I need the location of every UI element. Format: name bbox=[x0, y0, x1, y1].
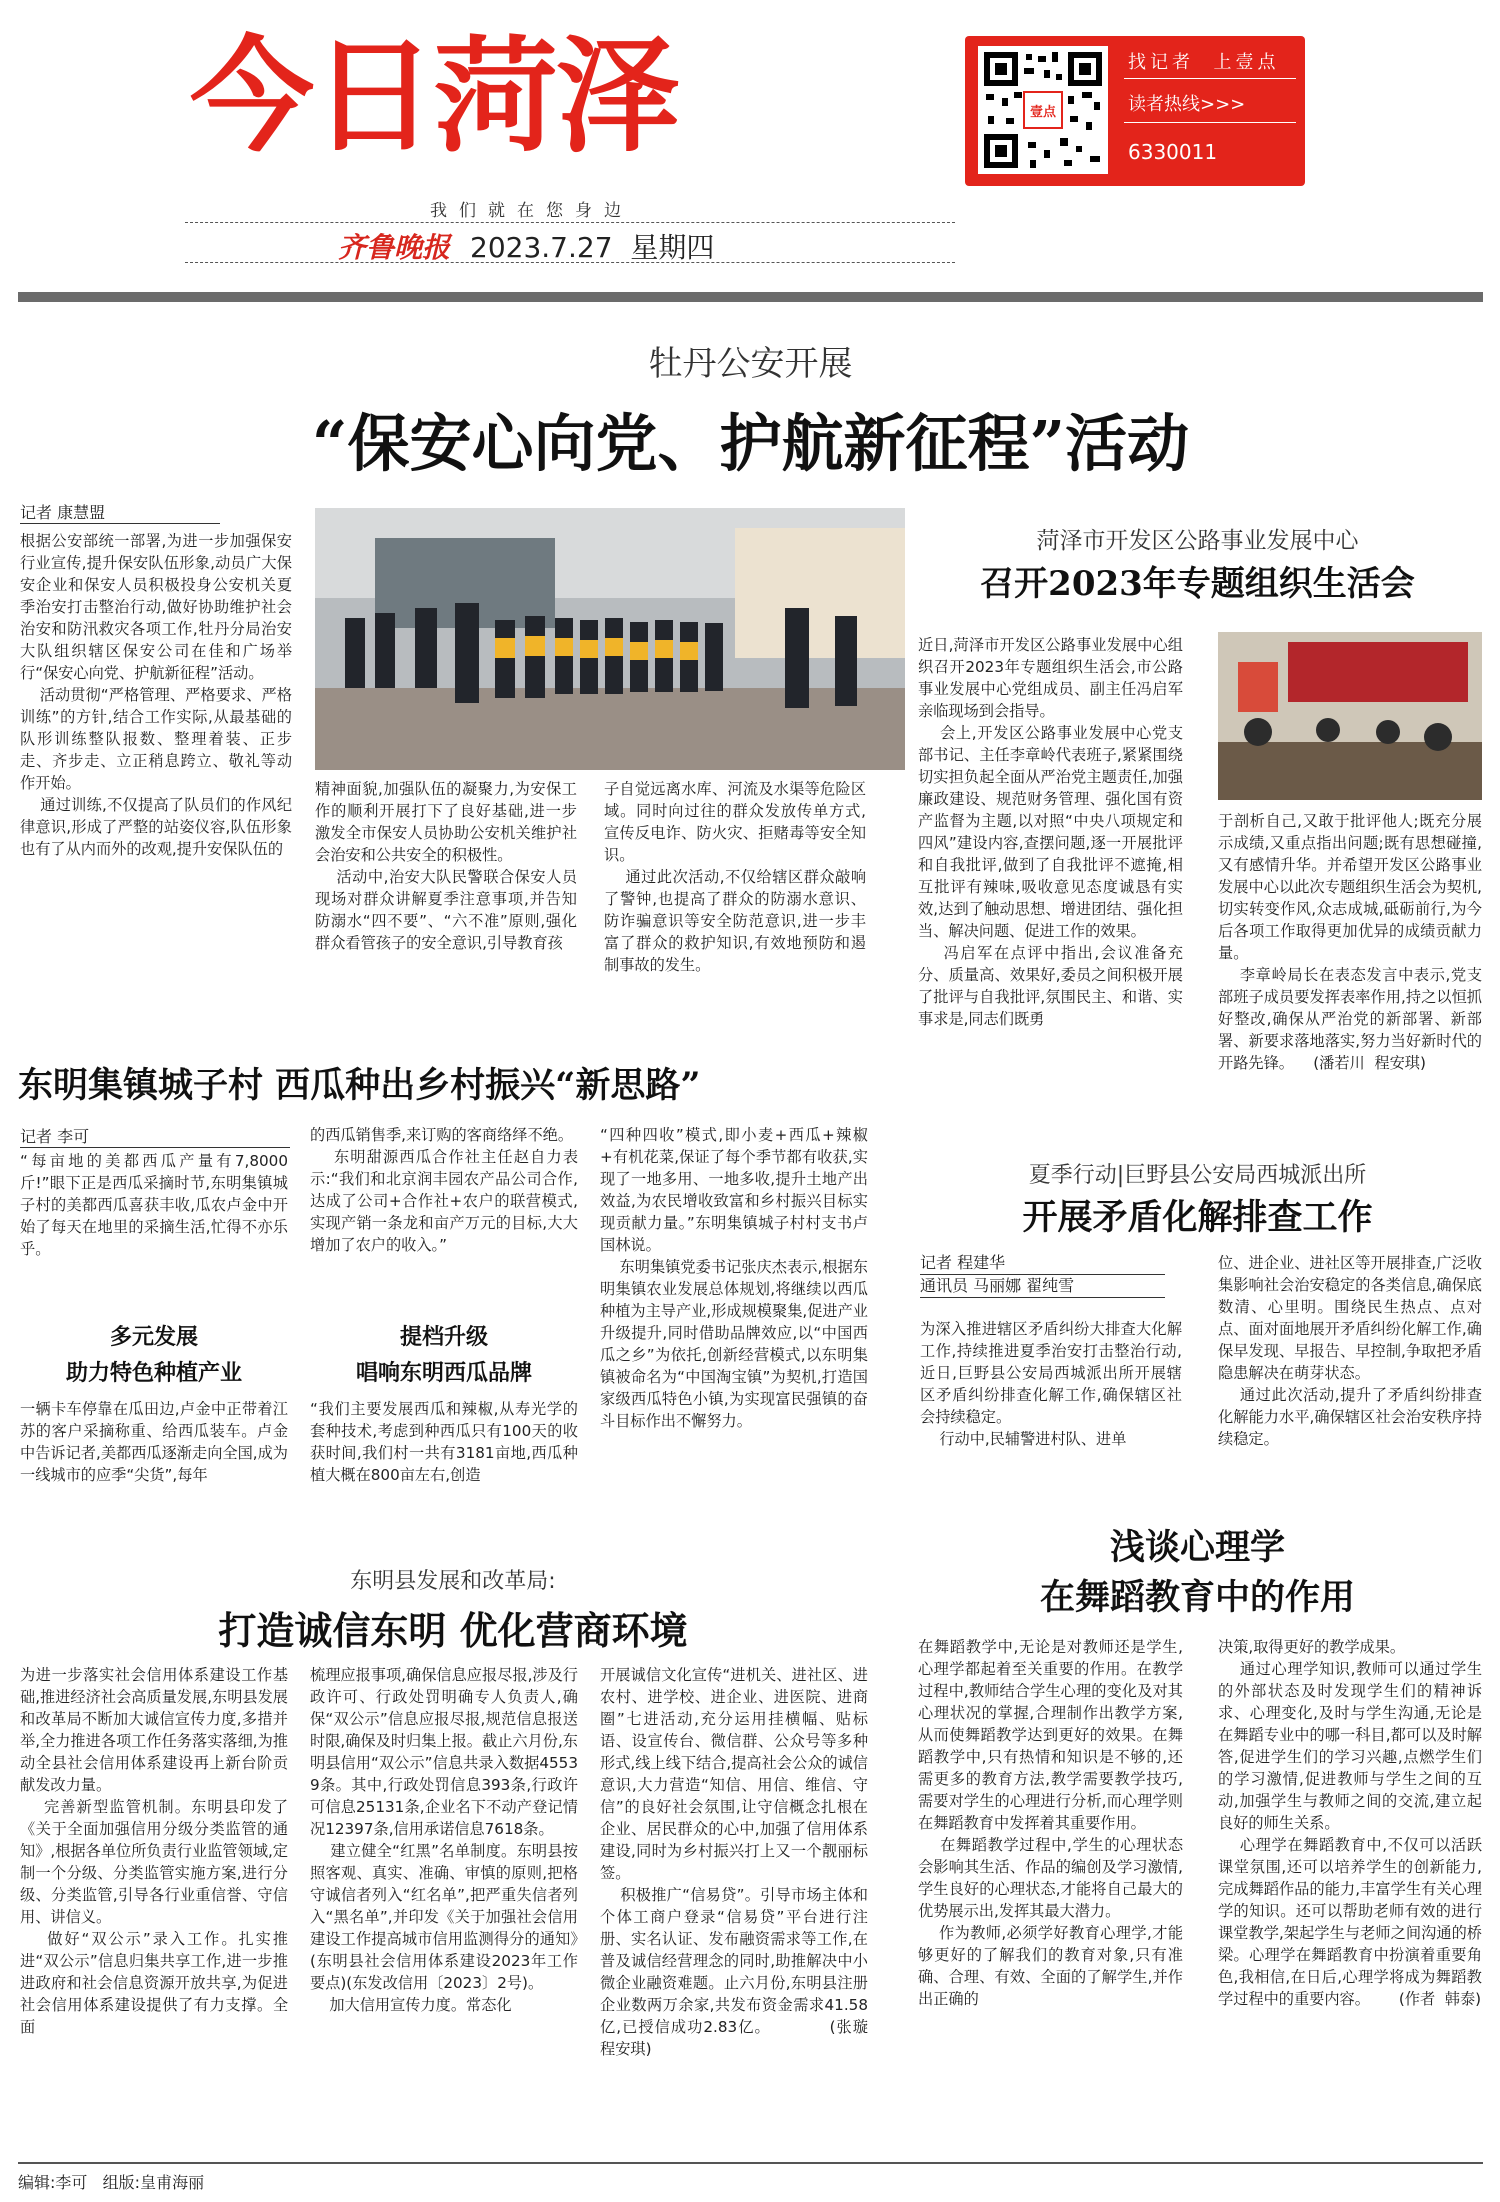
a6-headline-line2: 在舞蹈教育中的作用 bbox=[1039, 1577, 1355, 1618]
divider bbox=[1124, 78, 1296, 79]
a3-sub1b: 助力特色种植产业 bbox=[65, 1361, 242, 1386]
a3-col3: “四种四收”模式,即小麦+西瓜+辣椒+有机花菜,保证了每个季节都有收获,实现了一地多用、一地多收,提升土地产出效益,为农民增收致富和乡村振兴目标实现贡献力量。”东明集镇城子村村支书卢国林说。 东明集镇党委书记张庆杰表示,根据东明集镇农业发展总体规划,将继续以西瓜种植为主导产业,形成规模聚集,促进产业升级提升,同时借助品牌效应,以“中国西瓜之乡”为依托,创新经营模式,以东明集镇被命名为“中国淘宝镇”为契机,打造国家级西瓜特色小镇,为实现富民强镇的奋斗目标作出不懈努力。 bbox=[600, 1126, 868, 1430]
a4-col1: 为深入推进辖区矛盾纠纷大排查大化解工作,持续推进夏季治安打击整治行动,近日,巨野县公安局西城派出所开展辖区矛盾纠纷排查化解工作,确保辖区社会持续稳定。 行动中,民辅警进村队、进单 bbox=[920, 1320, 1182, 1448]
a3-sub2b: 唱响东明西瓜品牌 bbox=[355, 1361, 532, 1386]
a1-photo bbox=[315, 508, 905, 770]
paper-logo: 齐鲁晚报 bbox=[338, 231, 451, 264]
masthead-title: 今日菏泽 bbox=[190, 25, 679, 169]
a3-headline: 东明集镇城子村 西瓜种出乡村振兴“新思路” bbox=[18, 1065, 701, 1106]
a1-kicker: 牡丹公安开展 bbox=[648, 344, 853, 384]
hotline-number: 6330011 bbox=[1128, 140, 1218, 164]
a1-col2: 精神面貌,加强队伍的凝聚力,为安保工作的顺利开展打下了良好基础,进一步激发全市保安人员协助公安机关维护社会治安和公共安全的积极性。 活动中,治安大队民警联合保安人员现场对群众讲解夏季注意事项,并告知防溺水“四不要”、“六不准”原则,强化群众看管孩子的安全意识,引导教育孩 bbox=[315, 780, 578, 952]
hotline-label: 找记者 上壹点 bbox=[1128, 52, 1280, 73]
a2-kicker: 菏泽市开发区公路事业发展中心 bbox=[1036, 528, 1359, 554]
a3-col2b: “我们主要发展西瓜和辣椒,从寿光学的套种技术,考虑到种西瓜只有100天的收获时间,我们村一共有3181亩地,西瓜种植大概在800亩左右,创造 bbox=[310, 1400, 578, 1484]
issue-date: 2023.7.27 星期四 bbox=[470, 231, 715, 264]
qr-code[interactable] bbox=[978, 46, 1108, 174]
a6-headline-line1: 浅谈心理学 bbox=[1109, 1527, 1285, 1568]
top-rule bbox=[18, 292, 1483, 302]
a3-byline: 记者 李可 bbox=[20, 1124, 290, 1148]
a3-col2: 的西瓜销售季,来订购的客商络绎不绝。 东明甜源西瓜合作社主任赵自力表示:“我们和北京润丰园农产品公司合作,达成了公司+合作社+农户的联营模式,实现产销一条龙和亩产万元的目标,大大增加了农户的收入。” bbox=[310, 1126, 579, 1254]
a5-col3: 开展诚信文化宣传“进机关、进社区、进农村、进学校、进企业、进医院、进商圈”七进活动,充分运用挂横幅、贴标语、设宣传台、微信群、公众号等多种形式,线上线下结合,提高社会公众的诚信意识,大力营造“知信、用信、维信、守信”的良好社会氛围,让守信概念扎根在企业、居民群众的心中,加强了信用体系建设,同时为乡村振兴打上又一个靓丽标签。 积极推广“信易贷”。引导市场主体和个体工商户登录“信易贷”平台进行注册、实名认证、发布融资需求等工作,在普及诚信经营理念的同时,助推解决中小微企业融资难题。止六月份,东明县注册企业数两万余家,共发布资金需求41.58亿,已授信成功2.83亿。 (张璇 程安琪) bbox=[600, 1666, 868, 2058]
hotline-label-reader: 读者热线>>> bbox=[1128, 94, 1246, 115]
a2-col1: 近日,菏泽市开发区公路事业发展中心组织召开2023年专题组织生活会,市公路事业发展中心党组成员、副主任冯启军亲临现场到会指导。 会上,开发区公路事业发展中心党支部书记、主任李章岭代表班子,紧紧围绕切实担负起全面从严治党主题责任,加强廉政建设、规范财务管理、强化国有资产监督为主题,以对照“中央八项规定和四风”建设内容,查摆问题,逐一开展批评和自我批评,做到了自我批评不遮掩,相互批评有辣味,吸收意见态度诚恳有实效,达到了触动思想、增进团结、强化担当、解决问题、促进工作的效果。 冯启军在点评中指出,会议准备充分、质量高、效果好,委员之间积极开展了批评与自我批评,氛围民主、和谐、实事求是,同志们既勇 bbox=[918, 636, 1184, 1028]
a3-sub2a: 提档升级 bbox=[399, 1325, 488, 1350]
a1-headline: “保安心向党、护航新征程”活动 bbox=[311, 407, 1190, 480]
a4-col2: 位、进企业、进社区等开展排查,广泛收集影响社会治安稳定的各类信息,确保底数清、心里明。围绕民生热点、点对点、面对面地展开矛盾纠纷化解工作,确保早发现、早报告、早控制,争取把矛盾隐患解决在萌芽状态。 通过此次活动,提升了矛盾纠纷排查化解能力水平,确保辖区社会治安秩序持续稳定。 bbox=[1218, 1254, 1483, 1448]
a1-col1: 根据公安部统一部署,为进一步加强保安行业宣传,提升保安队伍形象,动员广大保安企业和保安人员积极投身公安机关夏季治安打击整治行动,做好协助维护社会治安和防汛救灾各项工作,牡丹分局治安大队组织辖区保安公司在佳和广场举行“保安心向党、护航新征程”活动。 活动贯彻“严格管理、严格要求、严格训练”的方针,结合工作实际,从最基础的队形训练整队报数、整理着装、正步走、齐步走、立正稍息跨立、敬礼等动作开始。 通过训练,不仅提高了队员们的作风纪律意识,形成了严整的站姿仪容,队伍形象也有了从内而外的改观,提升安保队伍的 bbox=[20, 532, 293, 858]
a4-kicker: 夏季行动|巨野县公安局西城派出所 bbox=[1028, 1163, 1367, 1188]
a3-col1b: 一辆卡车停靠在瓜田边,卢金中正带着江苏的客户采摘称重、给西瓜装车。卢金中告诉记者,美都西瓜逐渐走向全国,成为一线城市的应季“尖货”,每年 bbox=[20, 1400, 288, 1484]
footer-rule bbox=[18, 2162, 1483, 2164]
a3-sub1a: 多元发展 bbox=[109, 1325, 198, 1350]
a6-col2: 决策,取得更好的教学成果。 通过心理学知识,教师可以通过学生的外部状态及时发现学生们的精神诉求、心理变化,及时与学生沟通,无论是在舞蹈专业中的哪一科目,都可以及时解答,促进学生们的学习兴趣,点燃学生们的学习激情,促进教师与学生之间的互动,加强学生与教师之间的交流,建立起良好的师生关系。 心理学在舞蹈教育中,不仅可以活跃课堂氛围,还可以培养学生的创新能力,完成舞蹈作品的能力,丰富学生有关心理学的知识。还可以帮助老师有效的进行课堂教学,架起学生与老师之间沟通的桥梁。心理学在舞蹈教育中扮演着重要角色,我相信,在日后,心理学将成为舞蹈教学过程中的重要内容。 (作者 韩泰) bbox=[1218, 1638, 1483, 2008]
a4-byline-reporter: 记者 程建华 bbox=[920, 1252, 1165, 1275]
a4-headline: 开展矛盾化解排查工作 bbox=[1022, 1197, 1373, 1238]
a4-byline-correspondents: 通讯员 马丽娜 翟纯雪 bbox=[920, 1275, 1165, 1298]
a2-col2: 于剖析自己,又敢于批评他人;既充分展示成绩,又重点指出问题;既有思想碰撞,又有感情升华。并希望开发区公路事业发展中心以此次专题组织生活会为契机,切实转变作风,众志成城,砥砺前行,为今后各项工作取得更加优异的成绩贡献力量。 李章岭局长在表态发言中表示,党支部班子成员要发挥表率作用,持之以恒抓好整改,确保从严治党的新部署、新部署、新要求落地落实,努力当好新时代的开路先锋。 (潘若川 程安琪) bbox=[1218, 812, 1483, 1072]
a1-byline: 记者 康慧盟 bbox=[20, 500, 220, 524]
a5-kicker: 东明县发展和改革局: bbox=[350, 1569, 556, 1594]
a2-photo bbox=[1218, 632, 1482, 800]
qr-badge: 壹点 bbox=[1029, 105, 1057, 120]
a2-headline: 召开2023年专题组织生活会 bbox=[980, 564, 1415, 604]
a5-headline: 打造诚信东明 优化营商环境 bbox=[218, 1608, 688, 1653]
divider-dashed bbox=[185, 222, 955, 223]
footer-credits: 编辑:李可 组版:皇甫海丽 bbox=[18, 2173, 205, 2192]
divider bbox=[1124, 122, 1296, 123]
a4-bylines bbox=[920, 1252, 1165, 1298]
a3-col1: “每亩地的美都西瓜产量有7,8000斤!”眼下正是西瓜采摘时节,东明集镇城子村的美都西瓜喜获丰收,瓜农卢金中开始了每天在地里的采摘生活,忙得不亦乐乎。 bbox=[20, 1152, 288, 1258]
a6-col1: 在舞蹈教学中,无论是对教师还是学生,心理学都起着至关重要的作用。在教学过程中,教师结合学生心理的变化及对其心理状况的掌握,合理制作出教学方案,从而使舞蹈教学达到更好的效果。在舞蹈教学中,只有热情和知识是不够的,还需更多的教育方法,教学需要教学技巧,需要对学生的心理进行分析,而心理学则在舞蹈教育中发挥着其重要作用。 在舞蹈教学过程中,学生的心理状态会影响其生活、作品的编创及学习激情,学生良好的心理状态,才能将自己最大的优势展示出,发挥其最大潜力。 作为教师,必须学好教育心理学,才能够更好的了解我们的教育对象,只有准确、合理、有效、全面的了解学生,并作出正确的 bbox=[918, 1638, 1184, 2008]
slogan: 我们就在您身边 bbox=[430, 201, 633, 221]
a1-col3: 子自觉远离水库、河流及水渠等危险区域。同时向过往的群众发放传单方式,宣传反电诈、防火灾、拒赌毒等安全知识。 通过此次活动,不仅给辖区群众敲响了警钟,也提高了群众的防溺水意识、防诈骗意识等安全防范意识,进一步丰富了群众的救护知识,有效地预防和遏制事故的发生。 bbox=[604, 780, 867, 974]
a5-col2: 梳理应报事项,确保信息应报尽报,涉及行政许可、行政处罚明确专人负责人,确保“双公示”信息应报尽报,规范信息报送时限,确保及时归集上报。截止六月份,东明县信用“双公示”信息共录入数据45539条。其中,行政处罚信息393条,行政许可信息25131条,企业名下不动产登记情况12397条,信用承诺信息7618条。 建立健全“红黑”名单制度。东明县按照客观、真实、准确、审慎的原则,把格守诚信者列入“红名单”,把严重失信者列入“黑名单”,并印发《关于加强社会信用建设工作提高城市信用监测得分的通知》(东明县社会信用体系建设2023年工作要点)(东发改信用〔2023〕2号)。 加大信用宣传力度。常态化 bbox=[310, 1666, 578, 2014]
a5-col1: 为进一步落实社会信用体系建设工作基础,推进经济社会高质量发展,东明县发展和改革局不断加大诚信宣传力度,多措并举,全力推进各项工作任务落实落细,为推动全县社会信用体系建设再上新台阶贡献发改力量。 完善新型监管机制。东明县印发了《关于全面加强信用分级分类监管的通知》,根据各单位所负责行业监管领域,定制一个分级、分类监管实施方案,进行分级、分类监管,引导各行业重信誉、守信用、讲信义。 做好“双公示”录入工作。扎实推进“双公示”信息归集共享工作,进一步推进政府和社会信息资源开放共享,为促进社会信用体系建设提供了有力支撑。全面 bbox=[20, 1666, 289, 2036]
